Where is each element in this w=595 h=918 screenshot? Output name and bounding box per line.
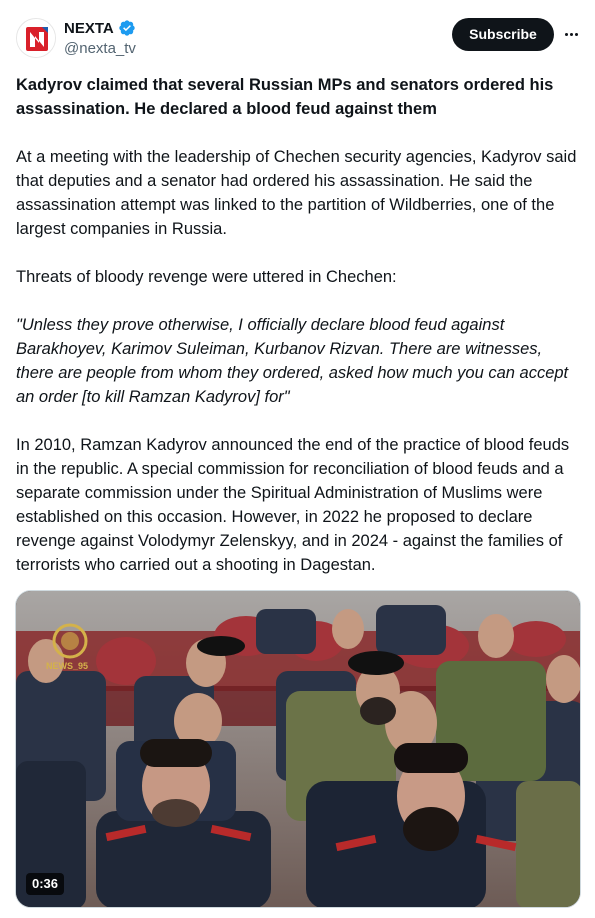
tweet-headline: Kadyrov claimed that several Russian MPs and senators ordered his assassination. He declared a blood feud against them [16, 76, 554, 118]
account-name[interactable]: NEXTA [64, 19, 114, 37]
video-player[interactable] [15, 590, 581, 908]
tweet-header [0, 0, 595, 66]
more-options-icon[interactable] [560, 24, 582, 44]
tweet-paragraph: In 2010, Ramzan Kadyrov announced the end of the practice of blood feuds in the republic. A special commission for reconciliation of blood feuds and a separate commission under the Spiritual Administration of Muslims were established on this occasion. However, in 2022 he proposed to declare revenge against Volodymyr Zelenskyy, and in 2024 - against the families of terrorists who carried out a shooting in Dagestan. [16, 436, 570, 574]
account-name-row[interactable] [64, 19, 136, 37]
account-handle[interactable]: @nexta_tv [64, 40, 136, 57]
subscribe-button[interactable]: Subscribe [452, 18, 554, 51]
video-duration: 0:36 [26, 873, 64, 895]
tweet-quote: "Unless they prove otherwise, I officially declare blood feud against Barakhoyev, Karimov Suleiman, Kurbanov Rizvan. There are witnesses, there are people from whom they ordered, asked how much you can accept an order [to kill Ramzan Kadyrov] for" [16, 316, 569, 406]
tweet-paragraph: At a meeting with the leadership of Chechen security agencies, Kadyrov said that deputies and a senator had ordered his assassination. He said the assassination attempt was linked to the partition of Wildberries, one of the largest companies in Russia. [16, 148, 577, 238]
watermark-text: NEWS_95 [46, 661, 89, 671]
nexta-logo-icon [17, 19, 56, 58]
avatar[interactable] [16, 18, 56, 58]
tweet-paragraph: Threats of bloody revenge were uttered in Chechen: [16, 268, 397, 286]
channel-watermark-icon [44, 621, 104, 671]
verified-badge-icon [118, 19, 136, 37]
tweet-text [16, 73, 582, 601]
